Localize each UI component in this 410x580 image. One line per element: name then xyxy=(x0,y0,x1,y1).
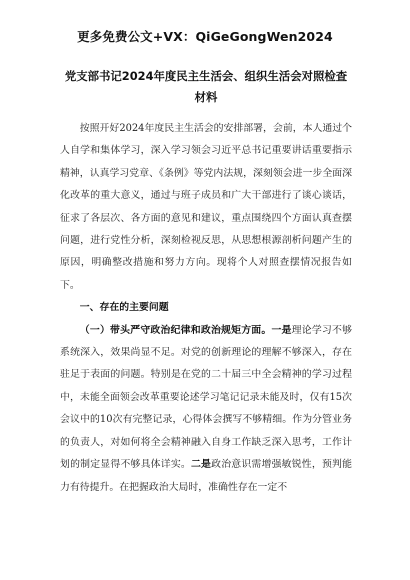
document-title: 党支部书记2024年度民主生活会、组织生活会对照检查材料 xyxy=(64,69,348,104)
watermark-header: 更多免费公文+VX：QiGeGongWen2024 xyxy=(77,29,333,44)
point-2-label: 二是 xyxy=(190,459,212,471)
point-1-label: 一是 xyxy=(271,324,292,336)
subsection-paragraph xyxy=(60,320,352,499)
subsection-heading: （一）带头严守政治纪律和政治规矩方面。 xyxy=(79,324,272,336)
section-heading: 一、存在的主要问题 xyxy=(79,302,169,314)
intro-paragraph: 按照开好2024年度民主生活会的安排部署，会前，本人通过个人自学和集体学习，深入学习领会习近平总书记重要讲话重要指示精神，认真学习党章、《条例》等党内法规，深刻领会进一步全面深化改革的重大意义，通过与班子成员和广大干部进行了谈心谈话，征求了各层次、各方面的意见和建议，重点围绕四个方面认真查摆问题，进行党性分析，深刻检视反思，从思想根源剖析问题产生的原因，明确整改措施和努力方向。现将个人对照查摆情况报告如下。 xyxy=(60,123,352,291)
point-1-text: 理论学习不够系统深入，效果尚显不足。对党的创新理论的理解不够深入，存在驻足于表面的问题。特别是在党的二十届三中全会精神的学习过程中，未能全面领会改革重要论述学习笔记记录未能及时，仅有15次会议中的10次有完整记录，心得体会撰写不够精细。作为分管业务的负责人，对如何将全会精神融入自身工作缺乏深入思考，工作计划的制定显得不够具体详实。 xyxy=(60,324,352,471)
point-2-text: 政治意识需增强敏锐性，预判能力有待提升。在把握政治大局时，准确性存在一定不 xyxy=(60,459,352,493)
document-body xyxy=(60,118,352,499)
